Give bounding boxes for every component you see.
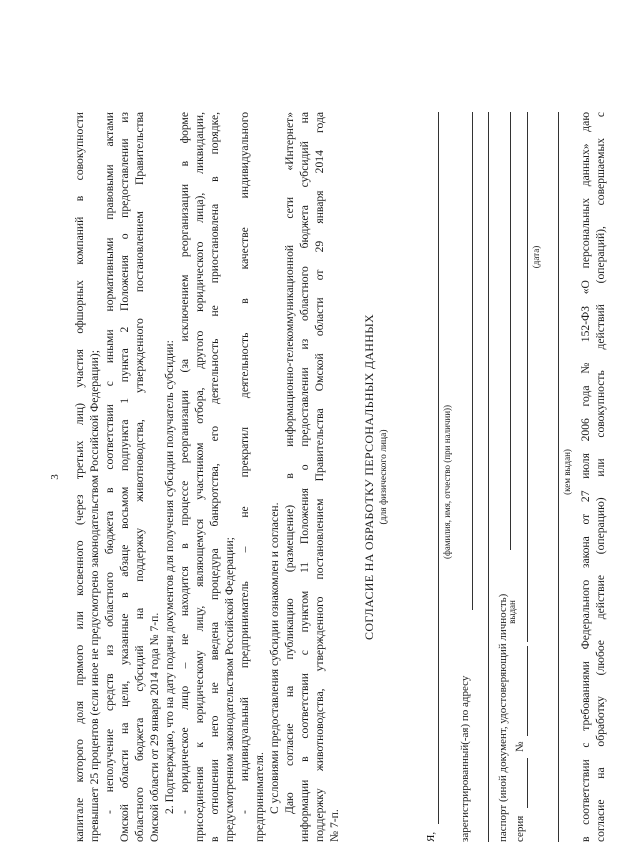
- text-line: присоединения к юридическому лицу, являющемуся участником отбора, другого юридического лица), ликвидации,: [193, 112, 206, 842]
- fio-hint: (фамилия, имя, отчество (при наличии)): [442, 404, 452, 560]
- ya-label: Я,: [425, 831, 437, 842]
- series-field-line: [527, 758, 528, 808]
- page-number: 3: [49, 474, 61, 480]
- text-line: предусмотренном законодательством Российской Федерации;: [223, 537, 236, 842]
- text-line: в отношении него не введена процедура банкротства, его деятельность не приостановлена в порядке,: [208, 112, 221, 842]
- text-line: С условиями предоставления субсидии ознакомлен и согласен.: [268, 502, 281, 814]
- text-line: Даю согласие на публикацию (размещение) в информационно-телекоммуникационной сети «Интернет»: [283, 112, 296, 814]
- text-line: - неполучение средств из областного бюджета в соответствии с иными нормативными правовыми актами: [103, 112, 116, 814]
- issued-field-line: [527, 112, 528, 642]
- registered-label: зарегистрированный(-ая) по адресу: [459, 675, 471, 842]
- address-field-line-2: [488, 112, 489, 842]
- text-line: превышает 25 процентов (если иное не предусмотрено законодательством Российской Федерации);: [88, 350, 101, 842]
- series-label: серия: [514, 815, 526, 842]
- number-label: №: [514, 741, 526, 752]
- text-line: 2. Подтверждаю, что на дату подачи документов для получения субсидии получатель субсидии:: [163, 340, 176, 814]
- consent-subtitle: (для физического лица): [379, 429, 389, 525]
- passport-field-line: [510, 112, 511, 550]
- text-line: Омской области на цели, указанные в абзаце восьмом подпункта 1 пункта 2 Положения о предоставлении из: [118, 112, 131, 842]
- text-line: поддержку животноводства, утвержденного постановлением Правительства Омской области от 29 января 2014 года: [313, 112, 326, 842]
- address-field-line: [472, 112, 473, 610]
- date-hint: (дата): [531, 245, 541, 269]
- text-line: предпринимателя.: [253, 752, 266, 842]
- text-line: № 7-п.: [328, 809, 341, 842]
- passport-label: паспорт (иной документ, удостоверяющий личность): [497, 593, 509, 842]
- issued-by-hint: (кем выдан): [562, 449, 572, 495]
- consent-text-line: согласие на обработку (любое действие (операцию) или совокупность действий (операций), совершаемых с: [594, 112, 607, 842]
- number-field-line: [527, 646, 528, 736]
- text-line: Омской области от 29 января 2014 года № 7-п.: [148, 612, 161, 842]
- rotated-document-content: [50, 112, 630, 842]
- text-line: информации в соответствии с пунктом 11 Положения о предоставлении из областного бюджета субсидий на: [298, 112, 311, 842]
- consent-text-line: в соответствии с требованиями Федерального закона от 27 июля 2006 года № 152-ФЗ «О персональных данных» даю: [579, 112, 592, 842]
- text-line: областного бюджета субсидий на поддержку животноводства, утвержденного постановлением Правительства: [133, 112, 146, 842]
- issued-by-field-line: [558, 112, 559, 842]
- fio-field-line: [438, 112, 439, 824]
- text-line: капитале которого доля прямого или косвенного (через третьих лиц) участия офшорных компаний в совокупности: [73, 112, 86, 842]
- text-line: - индивидуальный предприниматель – не прекратил деятельность в качестве индивидуального: [238, 112, 251, 814]
- text-line: - юридическое лицо – не находится в процессе реорганизации (за исключением реорганизации в форме: [178, 112, 191, 814]
- consent-title: СОГЛАСИЕ НА ОБРАБОТКУ ПЕРСОНАЛЬНЫХ ДАННЫХ: [362, 314, 376, 640]
- issued-label: выдан: [507, 600, 517, 624]
